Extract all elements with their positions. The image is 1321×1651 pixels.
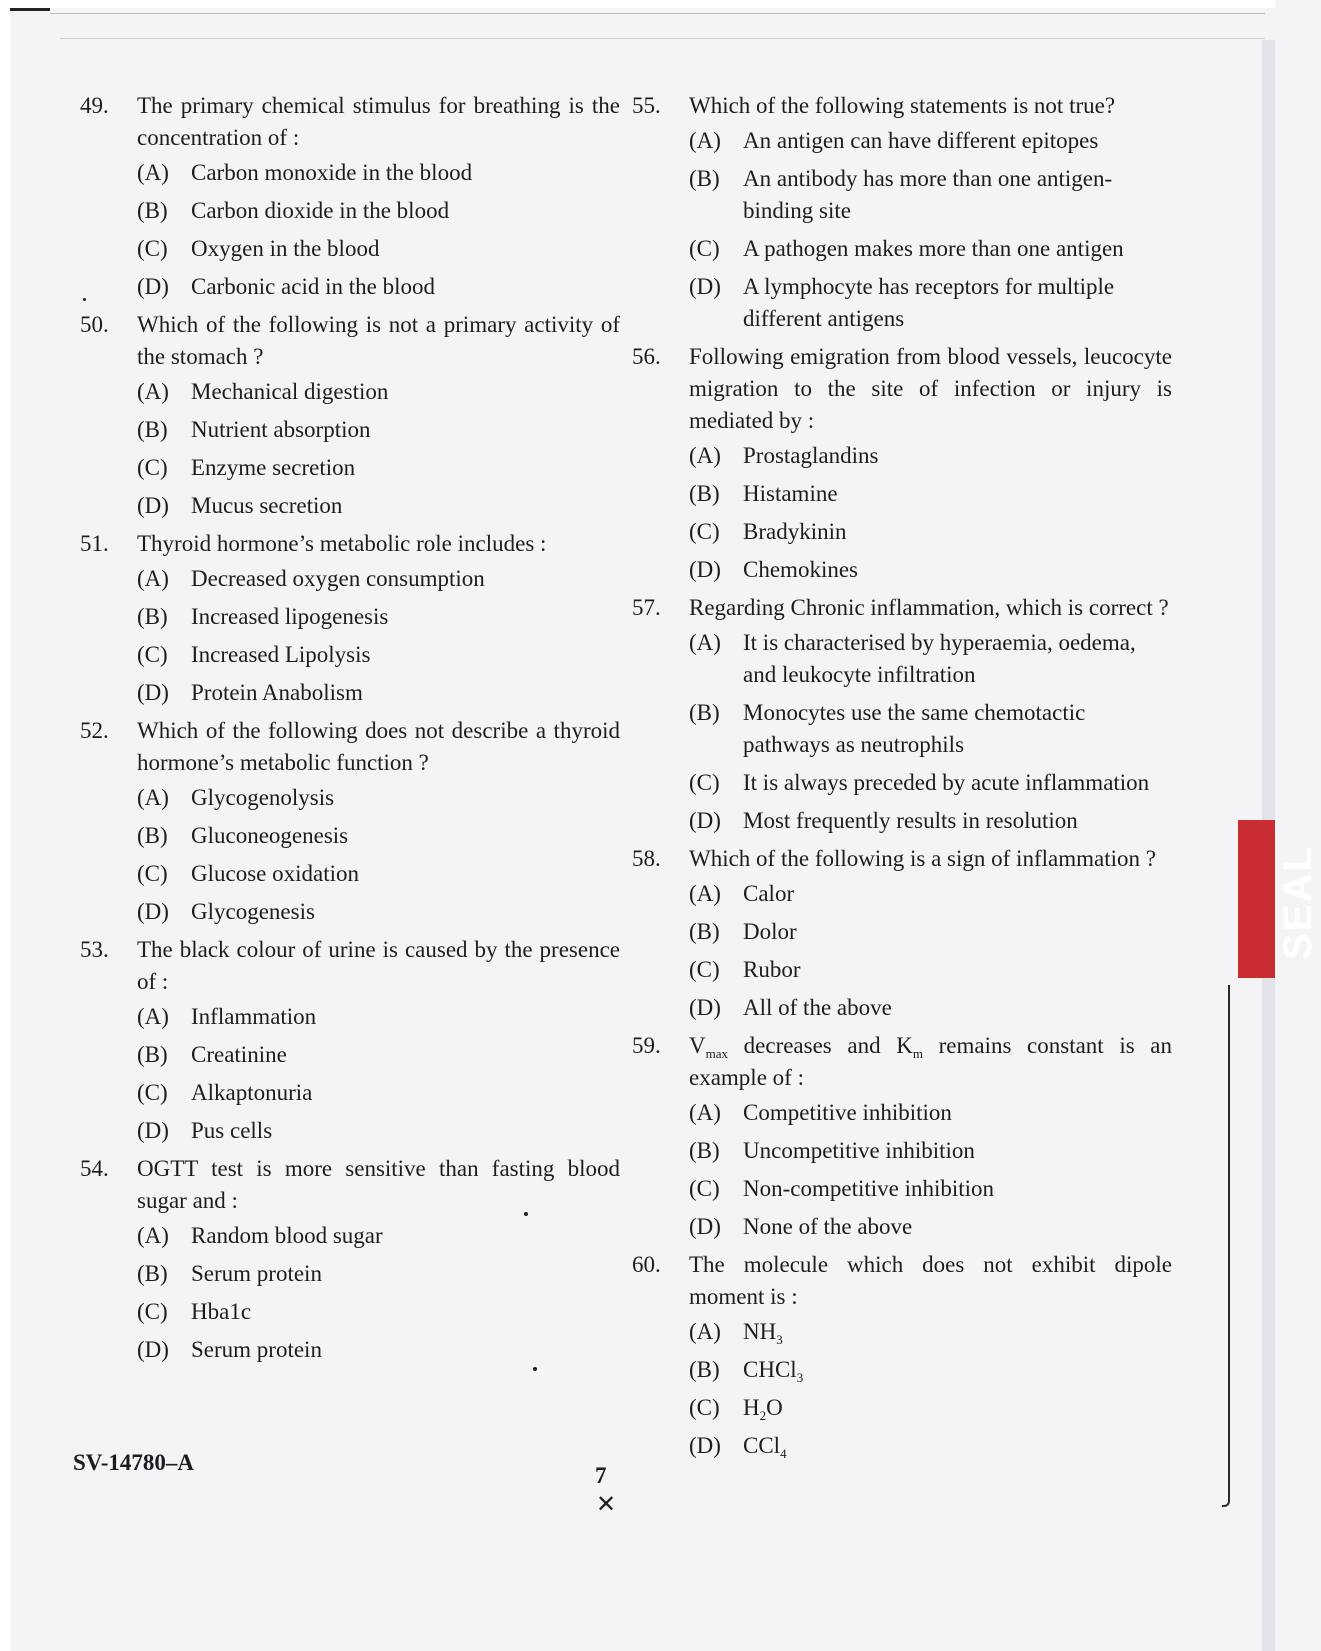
question-number: 60. (632, 1252, 661, 1277)
option-text: All of the above (743, 995, 892, 1020)
question-stem: Which of the following statements is not true? (689, 93, 1116, 118)
option-d (689, 1430, 1172, 1462)
option-text: Creatinine (191, 1042, 287, 1067)
option-label: (C) (137, 1080, 168, 1105)
option-b (689, 697, 1172, 761)
option-text: Alkaptonuria (191, 1080, 313, 1105)
option-label: (B) (137, 417, 168, 442)
option-text: Decreased oxygen consumption (191, 566, 485, 591)
formula-base: CHCl (743, 1357, 797, 1382)
vmax-symbol: V (689, 1033, 706, 1058)
option-label: (B) (689, 919, 720, 944)
option-label: (D) (137, 899, 169, 924)
option-text: Hba1c (191, 1299, 252, 1324)
option-c (137, 639, 620, 671)
option-b (689, 1135, 1172, 1167)
option-label: (A) (689, 128, 721, 153)
option-a (689, 1316, 1172, 1348)
option-text: Uncompetitive inhibition (743, 1138, 975, 1163)
option-label: (C) (689, 236, 720, 261)
booklet-code: SV-14780–A (73, 1450, 194, 1475)
option-text: An antibody has more than one antigen-binding site (743, 166, 1113, 223)
formula-subscript: 4 (780, 1446, 787, 1461)
option-a (689, 878, 1172, 910)
option-label: (D) (689, 808, 721, 833)
question-stem: Which of the following is not a primary activity of the stomach ? (137, 312, 620, 369)
option-label: (C) (689, 1395, 720, 1420)
right-column (632, 90, 1172, 1468)
question-number: 51. (80, 531, 109, 556)
option-label: (A) (689, 1100, 721, 1125)
question-stem: Following emigration from blood vessels, leucocyte migration to the site of infection or injury is mediated by : (689, 344, 1172, 433)
option-label: (C) (689, 519, 720, 544)
option-c (689, 1392, 1172, 1424)
option-d (137, 1334, 620, 1366)
option-label: (D) (689, 274, 721, 299)
option-text: A lymphocyte has receptors for multiple different antigens (743, 274, 1115, 331)
question-stem: The primary chemical stimulus for breathing is the concentration of : (137, 93, 620, 150)
option-b (137, 601, 620, 633)
option-text: Nutrient absorption (191, 417, 371, 442)
option-label: (A) (137, 160, 169, 185)
stem-end: remains constant is an example of : (689, 1033, 1172, 1090)
question-58 (632, 843, 1172, 1024)
option-label: (B) (689, 1357, 720, 1382)
option-c (137, 1296, 620, 1328)
option-d (137, 677, 620, 709)
option-label: (A) (689, 630, 721, 655)
option-d (689, 554, 1172, 586)
option-text: Oxygen in the blood (191, 236, 380, 261)
option-c (137, 858, 620, 890)
page-number: 7 (595, 1463, 607, 1488)
option-label: (D) (689, 1214, 721, 1239)
option-text: Prostaglandins (743, 443, 879, 468)
ink-speck (83, 298, 86, 301)
option-text: Histamine (743, 481, 838, 506)
option-a (137, 1001, 620, 1033)
formula-subscript: 2 (759, 1408, 767, 1423)
question-number: 55. (632, 93, 661, 118)
option-c (689, 767, 1172, 799)
option-a (137, 376, 620, 408)
binding-line (1222, 985, 1230, 1507)
option-b (137, 820, 620, 852)
option-list (137, 1220, 620, 1366)
stem-middle: decreases and K (728, 1033, 913, 1058)
scan-edge-top (10, 0, 1275, 8)
option-text: Most frequently results in resolution (743, 808, 1078, 833)
scan-edge (0, 0, 10, 1651)
question-51 (80, 528, 620, 709)
option-b (137, 1039, 620, 1071)
option-list (689, 1316, 1172, 1462)
option-text: Increased Lipolysis (191, 642, 371, 667)
option-text: Chemokines (743, 557, 858, 582)
question-stem: Which of the following does not describe a thyroid hormone’s metabolic function ? (137, 718, 620, 775)
question-stem: OGTT test is more sensitive than fasting blood sugar and : (137, 1156, 620, 1213)
question-number: 49. (80, 93, 109, 118)
question-55 (632, 90, 1172, 335)
option-b (689, 916, 1172, 948)
option-list (689, 440, 1172, 586)
option-c (689, 516, 1172, 548)
option-label: (A) (689, 881, 721, 906)
question-number: 50. (80, 312, 109, 337)
option-text: Gluconeogenesis (191, 823, 349, 848)
option-text: Competitive inhibition (743, 1100, 952, 1125)
formula-base: CCl (743, 1433, 781, 1458)
option-label: (C) (689, 1176, 720, 1201)
question-number: 54. (80, 1156, 109, 1181)
option-list (137, 1001, 620, 1147)
option-list (689, 1097, 1172, 1243)
option-a (137, 1220, 620, 1252)
formula-base: NH (743, 1319, 777, 1344)
option-a (689, 440, 1172, 472)
option-label: (B) (137, 1042, 168, 1067)
option-text: Monocytes use the same chemotactic pathways as neutrophils (743, 700, 1086, 757)
formula-subscript: 3 (776, 1332, 783, 1347)
option-label: (A) (137, 1223, 169, 1248)
question-stem: Thyroid hormone’s metabolic role includes : (137, 531, 547, 556)
option-text: None of the above (743, 1214, 913, 1239)
option-label: (A) (137, 379, 169, 404)
option-text: Protein Anabolism (191, 680, 363, 705)
option-list (137, 782, 620, 928)
option-label: (D) (137, 1118, 169, 1143)
option-label: (D) (689, 1433, 721, 1458)
option-text: It is characterised by hyperaemia, oedema, and leukocyte infiltration (743, 630, 1136, 687)
option-text: Non-competitive inhibition (743, 1176, 995, 1201)
option-list (689, 878, 1172, 1024)
option-text: Glycogenolysis (191, 785, 335, 810)
question-number: 56. (632, 344, 661, 369)
option-d (689, 805, 1172, 837)
option-text: Mechanical digestion (191, 379, 389, 404)
option-list (137, 563, 620, 709)
option-label: (D) (137, 274, 169, 299)
question-number: 52. (80, 718, 109, 743)
option-label: (D) (137, 680, 169, 705)
option-label: (A) (689, 443, 721, 468)
option-label: (B) (137, 1261, 168, 1286)
option-label: (C) (689, 770, 720, 795)
option-label: (D) (137, 493, 169, 518)
option-a (689, 627, 1172, 691)
question-56 (632, 341, 1172, 586)
option-label: (C) (137, 861, 168, 886)
question-stem: The molecule which does not exhibit dipole moment is : (689, 1252, 1172, 1309)
option-b (137, 195, 620, 227)
option-label: (B) (689, 700, 720, 725)
option-text: Serum protein (191, 1337, 322, 1362)
option-label: (A) (137, 1004, 169, 1029)
option-a (689, 125, 1172, 157)
question-57 (632, 592, 1172, 837)
option-text: Carbon monoxide in the blood (191, 160, 473, 185)
left-column (80, 90, 620, 1372)
ink-speck (524, 1212, 528, 1216)
question-59 (632, 1030, 1172, 1243)
option-label: (B) (137, 198, 168, 223)
option-label: (D) (689, 557, 721, 582)
question-49 (80, 90, 620, 303)
option-text: Increased lipogenesis (191, 604, 389, 629)
option-text: A pathogen makes more than one antigen (743, 236, 1124, 261)
question-stem (689, 1030, 1172, 1094)
option-b (689, 478, 1172, 510)
option-text: Enzyme secretion (191, 455, 356, 480)
formula-subscript: 3 (796, 1370, 804, 1385)
option-label: (C) (137, 236, 168, 261)
option-c (689, 954, 1172, 986)
option-a (137, 563, 620, 595)
option-list (137, 376, 620, 522)
option-b (689, 1354, 1172, 1386)
seal-tab-label: SEAL (1275, 845, 1320, 960)
option-label: (B) (689, 481, 720, 506)
option-label: (C) (689, 957, 720, 982)
option-label: (D) (137, 1337, 169, 1362)
option-text: Bradykinin (743, 519, 847, 544)
option-text: Carbon dioxide in the blood (191, 198, 450, 223)
option-b (137, 1258, 620, 1290)
formula-base: H (743, 1395, 760, 1420)
option-b (137, 414, 620, 446)
option-c (689, 1173, 1172, 1205)
option-label: (B) (689, 1138, 720, 1163)
option-label: (A) (137, 566, 169, 591)
option-list (137, 157, 620, 303)
option-label: (B) (689, 166, 720, 191)
km-subscript: m (912, 1046, 923, 1061)
option-label: (B) (137, 604, 168, 629)
question-number: 53. (80, 937, 109, 962)
option-d (137, 896, 620, 928)
question-54 (80, 1153, 620, 1366)
option-text: Glycogenesis (191, 899, 315, 924)
option-c (137, 452, 620, 484)
ink-speck (533, 1367, 537, 1371)
option-label: (B) (137, 823, 168, 848)
option-c (137, 233, 620, 265)
option-c (689, 233, 1172, 265)
question-52 (80, 715, 620, 928)
option-b (689, 163, 1172, 227)
option-text: Serum protein (191, 1261, 322, 1286)
question-number: 57. (632, 595, 661, 620)
option-text: Rubor (743, 957, 801, 982)
option-label: (A) (689, 1319, 721, 1344)
ornament-icon: ✕ (596, 1492, 617, 1518)
option-text: Pus cells (191, 1118, 273, 1143)
option-a (137, 782, 620, 814)
option-d (137, 271, 620, 303)
option-d (137, 1115, 620, 1147)
question-stem: Which of the following is a sign of inflammation ? (689, 846, 1156, 871)
option-text: Inflammation (191, 1004, 317, 1029)
option-list (689, 125, 1172, 335)
option-d (689, 271, 1172, 335)
top-rule (50, 13, 1265, 14)
option-a (689, 1097, 1172, 1129)
option-text: Carbonic acid in the blood (191, 274, 435, 299)
option-label: (D) (689, 995, 721, 1020)
option-d (137, 490, 620, 522)
option-text: Dolor (743, 919, 797, 944)
option-text: Mucus secretion (191, 493, 343, 518)
option-a (137, 157, 620, 189)
option-d (689, 992, 1172, 1024)
question-50 (80, 309, 620, 522)
question-53 (80, 934, 620, 1147)
option-label: (C) (137, 1299, 168, 1324)
option-label: (C) (137, 642, 168, 667)
option-text: Random blood sugar (191, 1223, 383, 1248)
option-list (689, 627, 1172, 837)
question-number: 59. (632, 1033, 661, 1058)
question-number: 58. (632, 846, 661, 871)
option-label: (C) (137, 455, 168, 480)
option-text: Calor (743, 881, 795, 906)
corner-mark (10, 8, 50, 11)
seal-tab (1238, 820, 1320, 978)
option-text: An antigen can have different epitopes (743, 128, 1099, 153)
option-d (689, 1211, 1172, 1243)
vmax-subscript: max (705, 1046, 729, 1061)
top-rule-secondary (60, 38, 1265, 39)
option-label: (A) (137, 785, 169, 810)
option-text: Glucose oxidation (191, 861, 359, 886)
question-stem: Regarding Chronic inflammation, which is correct ? (689, 595, 1169, 620)
formula-tail: O (766, 1395, 783, 1420)
question-60 (632, 1249, 1172, 1462)
option-c (137, 1077, 620, 1109)
question-stem: The black colour of urine is caused by the presence of : (137, 937, 620, 994)
option-text: It is always preceded by acute inflammation (743, 770, 1150, 795)
